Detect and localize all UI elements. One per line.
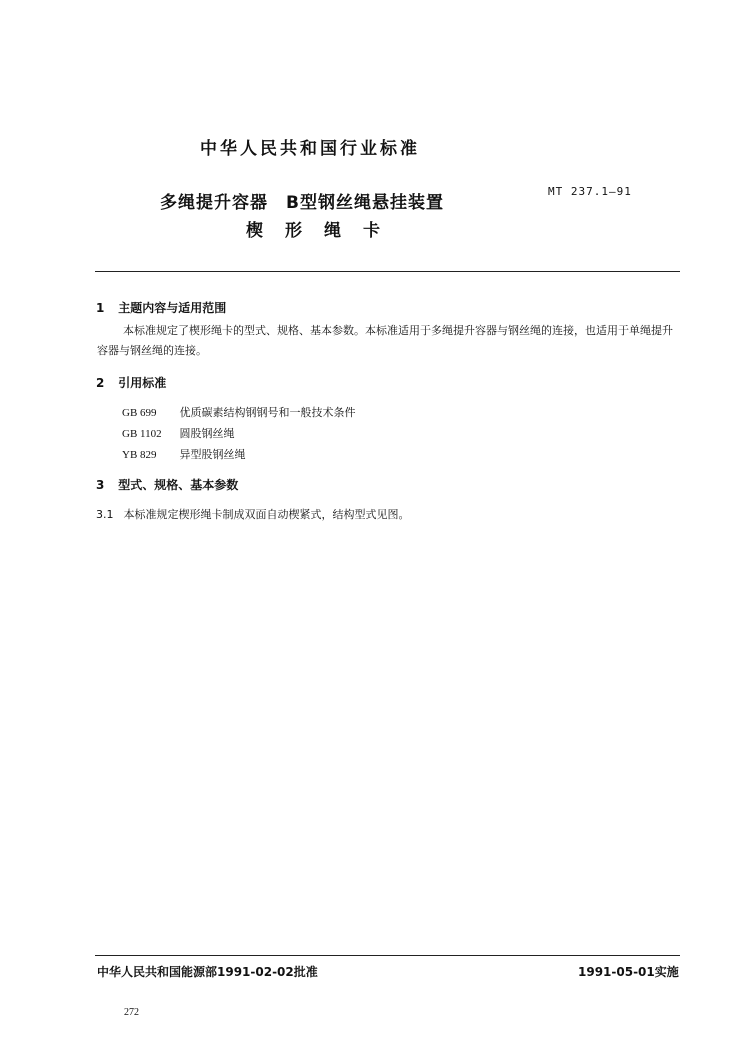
section-1-heading — [96, 299, 226, 316]
section-title: 型式、规格、基本参数 — [118, 478, 239, 492]
reference-title: 圆股钢丝绳 — [179, 427, 235, 440]
clause-text: 本标准规定楔形绳卡制成双面自动楔紧式，结构型式见图。 — [123, 508, 410, 521]
clause-3-1 — [96, 506, 410, 522]
implementation-date: 1991-05-01实施 — [578, 965, 679, 979]
reference-item — [122, 446, 246, 462]
section-number: 1 — [96, 301, 105, 315]
section-number: 3 — [96, 478, 105, 492]
reference-code: GB 1102 — [122, 428, 162, 440]
section-3-heading — [96, 476, 238, 493]
document-title-line2: 楔形绳卡 — [246, 221, 402, 241]
reference-item — [122, 425, 235, 441]
industry-standard-heading: 中华人民共和国行业标准 — [200, 139, 420, 159]
reference-title: 优质碳素结构钢钢号和一般技术条件 — [179, 406, 356, 419]
section-1-paragraph: 本标准规定了楔形绳卡的型式、规格、基本参数。本标准适用于多绳提升容器与钢丝绳的连接，也适用于单绳提升容器与钢丝绳的连接。 — [97, 324, 673, 357]
document-title-line1: 多绳提升容器 B型钢丝绳悬挂装置 — [160, 193, 444, 213]
reference-code: YB 829 — [122, 449, 157, 461]
section-number: 2 — [96, 376, 105, 390]
section-title: 引用标准 — [118, 376, 167, 390]
approval-line: 中华人民共和国能源部1991-02-02批准 — [97, 965, 318, 979]
section-title: 主题内容与适用范围 — [118, 301, 227, 315]
reference-code: GB 699 — [122, 407, 157, 419]
standard-code: MT 237.1—91 — [548, 185, 632, 198]
clause-number: 3.1 — [96, 508, 114, 521]
page-number: 272 — [124, 1007, 139, 1018]
reference-item — [122, 404, 356, 420]
header-divider — [95, 271, 680, 272]
footer-divider — [95, 955, 680, 956]
section-2-heading — [96, 374, 166, 391]
reference-title: 异型股钢丝绳 — [179, 448, 246, 461]
